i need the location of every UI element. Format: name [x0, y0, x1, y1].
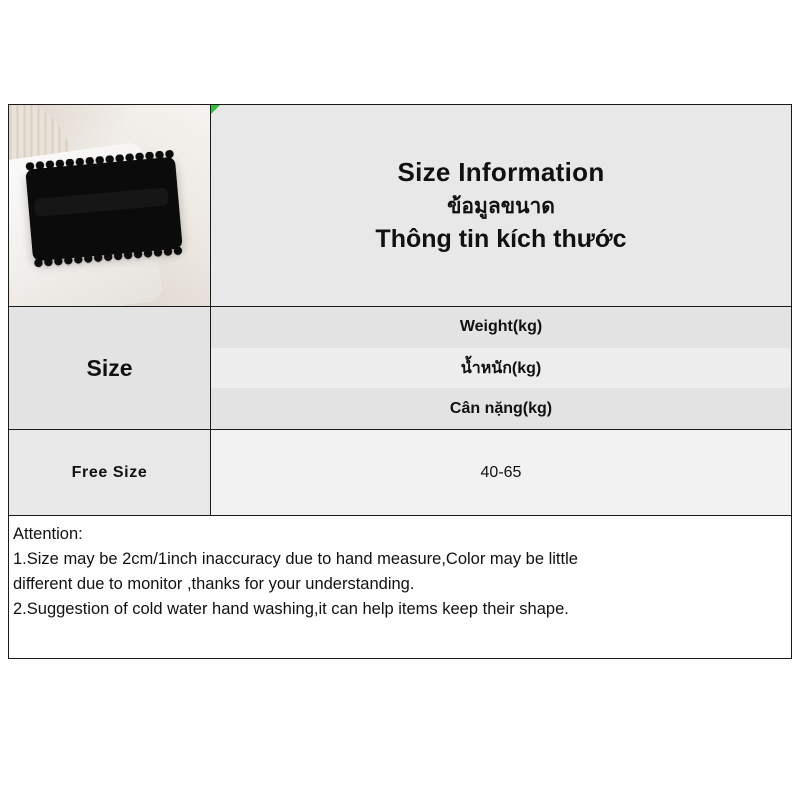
weight-header-stack — [211, 307, 791, 430]
weight-header-thai: น้ำหนัก(kg) — [211, 348, 791, 389]
title-row — [9, 105, 791, 307]
attention-heading: Attention: — [13, 525, 83, 543]
title-vietnamese: Thông tin kích thước — [375, 225, 627, 253]
row-weight-value: 40-65 — [211, 430, 791, 516]
weight-header-english: Weight(kg) — [211, 307, 791, 348]
row-size-value: Free Size — [9, 430, 211, 516]
title-thai: ข้อมูลขนาด — [447, 195, 555, 218]
product-photo — [9, 105, 211, 307]
photo-tube-top — [25, 157, 182, 262]
column-header-row — [9, 307, 791, 430]
attention-line-2: different due to monitor ,thanks for your understanding. — [13, 575, 415, 593]
photo-tube-top-fold — [34, 187, 169, 217]
title-english: Size Information — [397, 157, 605, 187]
attention-block — [9, 516, 791, 622]
table-row — [9, 430, 791, 516]
attention-line-1: 1.Size may be 2cm/1inch inaccuracy due to hand measure,Color may be little — [13, 550, 578, 568]
attention-line-3: 2.Suggestion of cold water hand washing,it can help items keep their shape. — [13, 600, 569, 618]
size-column-header: Size — [9, 307, 211, 430]
weight-header-vietnamese: Cân nặng(kg) — [211, 388, 791, 429]
size-chart-table — [8, 104, 792, 659]
title-cell — [211, 105, 791, 307]
corner-marker-icon — [211, 105, 220, 114]
